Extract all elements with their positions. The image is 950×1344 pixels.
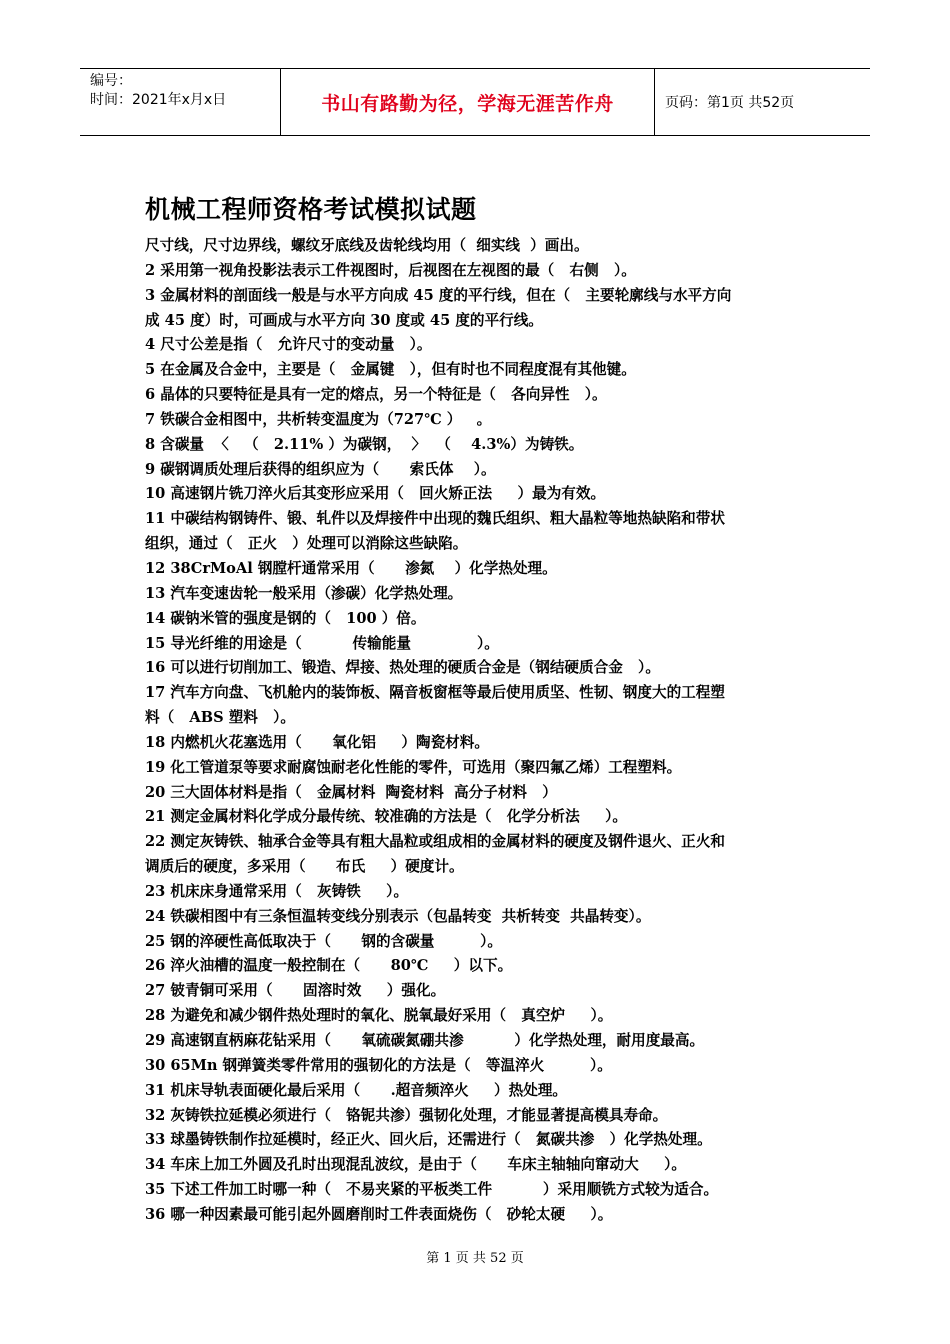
question-line: 16 可以进行切削加工、锻造、焊接、热处理的硬质合金是（钢结硬质合金 ）。 bbox=[145, 659, 660, 677]
question-line: 26 淬火油槽的温度一般控制在（ 80℃ ）以下。 bbox=[145, 957, 513, 975]
question-line: 3 金属材料的剖面线一般是与水平方向成 45 度的平行线，但在（ 主要轮廓线与水平方向 bbox=[145, 286, 732, 304]
question-line: 28 为避免和减少钢件热处理时的氧化、脱氧最好采用（ 真空炉 ）。 bbox=[145, 1007, 613, 1025]
header-page-info: 页码：第1页 共52页 bbox=[665, 95, 795, 111]
header-motto: 书山有路勤为径，学海无涯苦作舟 bbox=[321, 92, 614, 115]
question-line: 尺寸线，尺寸边界线，螺纹牙底线及齿轮线均用（ 细实线 ）画出。 bbox=[145, 237, 589, 254]
question-line: 24 铁碳相图中有三条恒温转变线分别表示（包晶转变 共析转变 共晶转变）。 bbox=[145, 907, 651, 925]
document-time-label: 时间：2021年x月x日 bbox=[90, 92, 227, 108]
question-line: 18 内燃机火花塞选用（ 氧化铝 ）陶瓷材料。 bbox=[145, 733, 489, 751]
question-line: 15 导光纤维的用途是（ 传输能量 ）。 bbox=[145, 634, 499, 652]
question-line: 31 机床导轨表面硬化最后采用（ .超音频淬火 ）热处理。 bbox=[145, 1081, 568, 1099]
question-line: 成 45 度）时，可画成与水平方向 30 度或 45 度的平行线。 bbox=[145, 311, 543, 329]
question-line: 35 下述工件加工时哪一种（ 不易夹紧的平板类工件 ）采用顺铣方式较为适合。 bbox=[145, 1181, 719, 1199]
question-line: 10 高速钢片铣刀淬火后其变形应采用（ 回火矫正法 ）最为有效。 bbox=[145, 485, 606, 503]
question-line: 19 化工管道泵等要求耐腐蚀耐老化性能的零件，可选用（聚四氟乙烯）工程塑料。 bbox=[145, 758, 682, 776]
question-line: 11 中碳结构钢铸件、锻、轧件以及焊接件中出现的魏氏组织、粗大晶粒等地热缺陷和带状 bbox=[145, 510, 725, 528]
question-line: 8 含碳量 〈 （ 2.11% ）为碳钢， 〉 （ 4.3%）为铸铁。 bbox=[145, 435, 584, 453]
question-line: 9 碳钢调质处理后获得的组织应为（ 索氏体 ）。 bbox=[145, 460, 496, 478]
question-line: 27 铍青铜可采用（ 固溶时效 ）强化。 bbox=[145, 982, 446, 1000]
question-line: 13 汽车变速齿轮一般采用（渗碳）化学热处理。 bbox=[145, 584, 463, 602]
question-line: 33 球墨铸铁制作拉延模时，经正火、回火后，还需进行（ 氮碳共渗 ）化学热处理。 bbox=[145, 1131, 712, 1149]
header-page-cell bbox=[655, 69, 870, 135]
question-line: 组织，通过（ 正火 ）处理可以消除这些缺陷。 bbox=[145, 535, 468, 553]
question-line: 36 哪一种因素最可能引起外圆磨削时工件表面烧伤（ 砂轮太硬 ）。 bbox=[145, 1205, 613, 1223]
document-header bbox=[80, 68, 870, 136]
question-line: 6 晶体的只要特征是具有一定的熔点，另一个特征是（ 各向异性 ）。 bbox=[145, 386, 607, 404]
question-line: 22 测定灰铸铁、轴承合金等具有粗大晶粒或组成相的金属材料的硬度及钢件退火、正火和 bbox=[145, 833, 725, 851]
question-line: 29 高速钢直柄麻花钻采用（ 氧硫碳氮硼共渗 ）化学热处理，耐用度最高。 bbox=[145, 1032, 705, 1049]
question-line: 7 铁碳合金相图中，共析转变温度为（727℃ ） 。 bbox=[145, 410, 492, 428]
header-motto-cell bbox=[281, 69, 655, 135]
question-line: 23 机床床身通常采用（ 灰铸铁 ）。 bbox=[145, 882, 409, 900]
page-footer: 第 1 页 共 52 页 bbox=[426, 1251, 524, 1266]
question-line: 调质后的硬度，多采用（ 布氏 ）硬度计。 bbox=[145, 858, 464, 876]
question-line: 34 车床上加工外圆及孔时出现混乱波纹，是由于（ 车床主轴轴向窜动大 ）。 bbox=[145, 1156, 686, 1174]
question-line: 2 采用第一视角投影法表示工件视图时，后视图在左视图的最（ 右侧 ）。 bbox=[145, 261, 636, 279]
header-meta-cell bbox=[80, 69, 281, 135]
question-line: 21 测定金属材料化学成分最传统、较准确的方法是（ 化学分析法 ）。 bbox=[145, 808, 627, 826]
question-line: 5 在金属及合金中，主要是（ 金属键 ），但有时也不同程度混有其他键。 bbox=[145, 361, 636, 379]
question-list bbox=[145, 234, 815, 1228]
question-line: 32 灰铸铁拉延模必须进行（ 铬铌共渗）强韧化处理，才能显著提高模具寿命。 bbox=[145, 1106, 668, 1124]
question-line: 14 碳钠米管的强度是钢的（ 100 ）倍。 bbox=[145, 609, 426, 627]
document-number-label: 编号： bbox=[90, 73, 132, 89]
page-title: 机械工程师资格考试模拟试题 bbox=[145, 195, 477, 224]
question-line: 17 汽车方向盘、飞机舱内的装饰板、隔音板窗框等最后使用质坚、性韧、钢度大的工程塑 bbox=[145, 684, 725, 702]
question-line: 20 三大固体材料是指（ 金属材料 陶瓷材料 高分子材料 ） bbox=[145, 783, 557, 801]
question-line: 4 尺寸公差是指（ 允许尺寸的变动量 ）。 bbox=[145, 336, 432, 354]
question-line: 料（ ABS 塑料 ）。 bbox=[145, 709, 296, 727]
question-line: 25 钢的淬硬性高低取决于（ 钢的含碳量 ）。 bbox=[145, 932, 502, 950]
question-line: 30 65Mn 钢弹簧类零件常用的强韧化的方法是（ 等温淬火 ）。 bbox=[145, 1056, 612, 1074]
question-line: 12 38CrMoAl 钢膛杆通常采用（ 渗氮 ）化学热处理。 bbox=[145, 559, 557, 577]
